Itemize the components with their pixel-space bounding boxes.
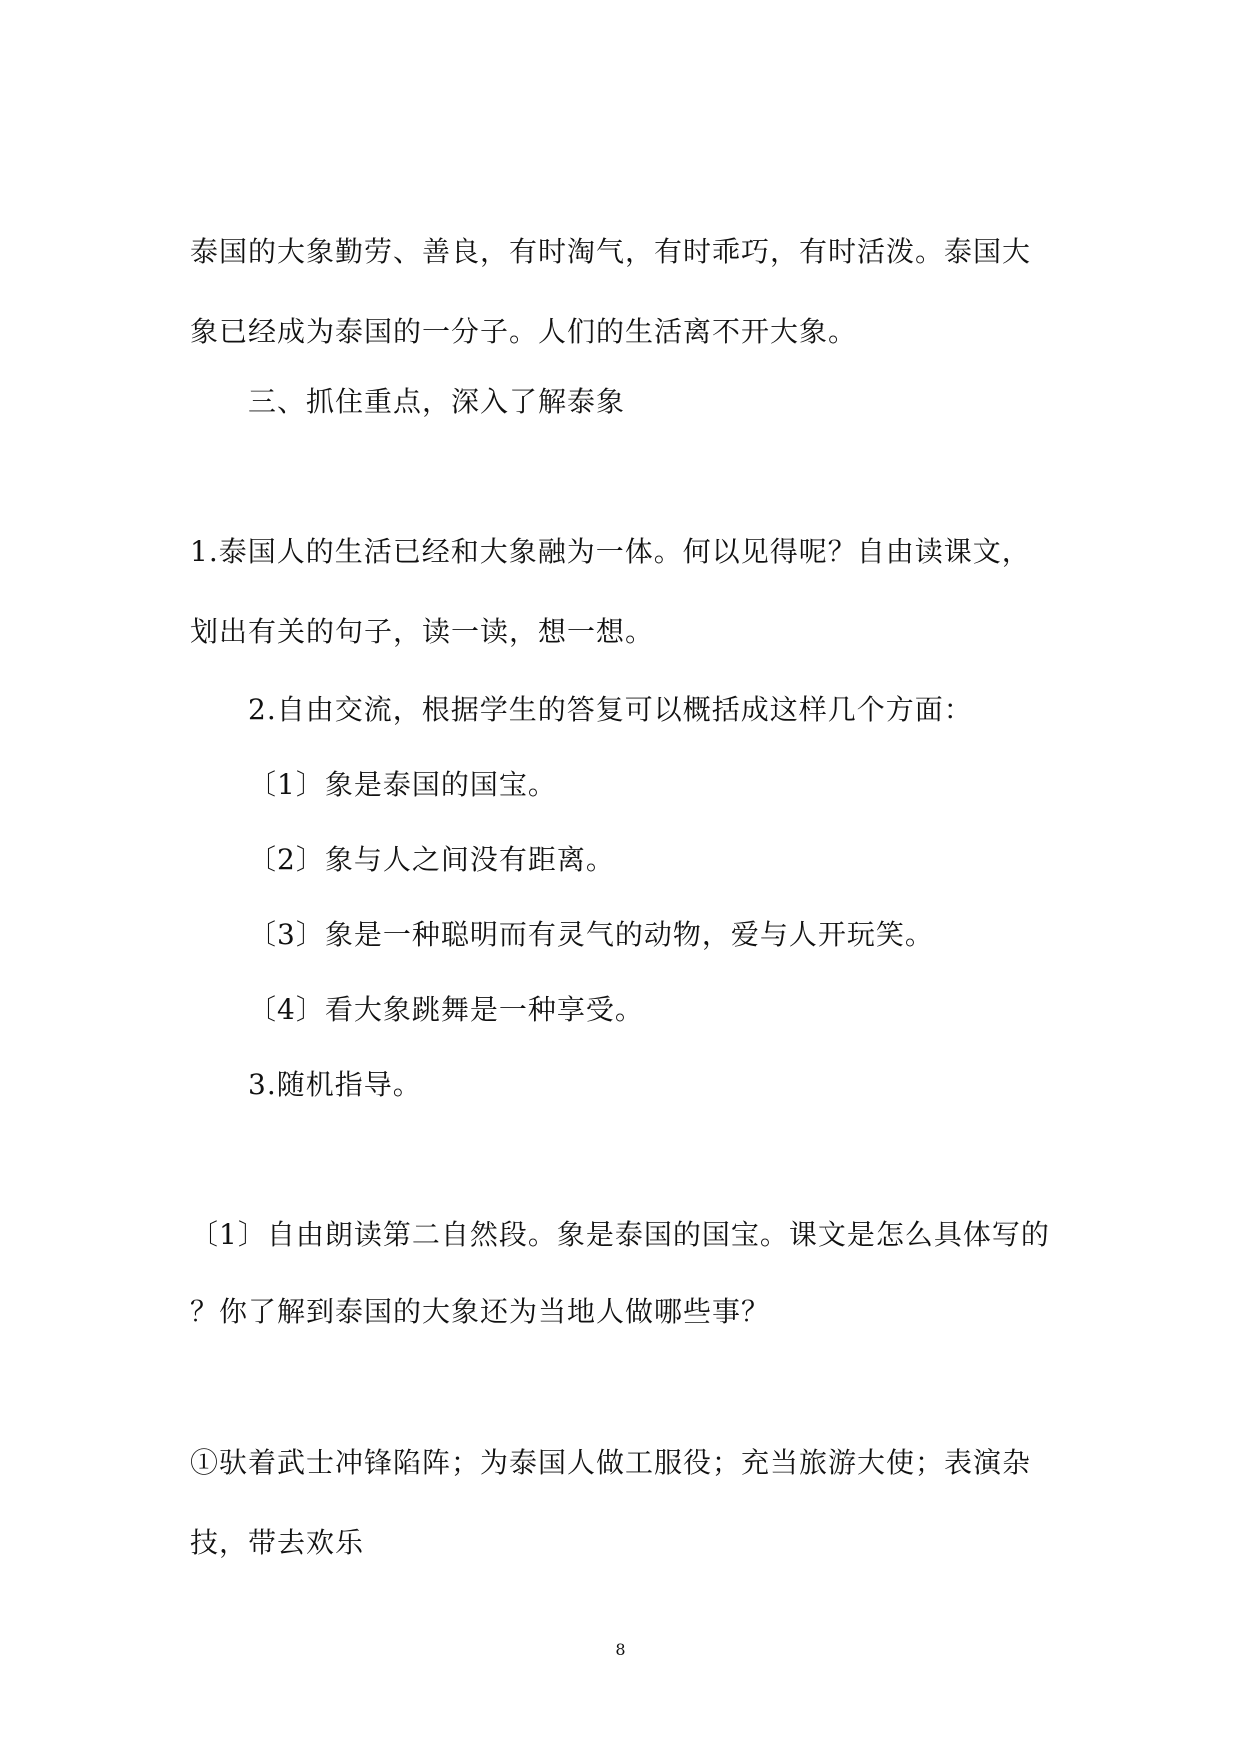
reading-task-line-1: 〔1〕自由朗读第二自然段。象是泰国的国宝。课文是怎么具体写的 xyxy=(190,1218,1050,1251)
paragraph-line-1: 泰国的大象勤劳、善良，有时淘气，有时乖巧，有时活泼。泰国大 xyxy=(190,235,1032,268)
list-item-4: 〔4〕看大象跳舞是一种享受。 xyxy=(248,993,644,1026)
list-item-2: 〔2〕象与人之间没有距离。 xyxy=(248,843,615,876)
reading-task-line-2: ？你了解到泰国的大象还为当地人做哪些事？ xyxy=(190,1295,771,1328)
question-1-line-1: 1.泰国人的生活已经和大象融为一体。何以见得呢？自由读课文， xyxy=(190,535,1031,568)
question-1-line-2: 划出有关的句子，读一读，想一想。 xyxy=(190,615,655,648)
page-number: 8 xyxy=(615,1640,626,1659)
list-item-1: 〔1〕象是泰国的国宝。 xyxy=(248,768,557,801)
exchange-instruction: 2.自由交流，根据学生的答复可以概括成这样几个方面： xyxy=(248,693,973,726)
answer-line-1: ①驮着武士冲锋陷阵；为泰国人做工服役；充当旅游大使；表演杂 xyxy=(190,1446,1032,1479)
paragraph-line-2: 象已经成为泰国的一分子。人们的生活离不开大象。 xyxy=(190,315,858,348)
section-heading: 三、抓住重点，深入了解泰象 xyxy=(248,385,626,418)
answer-line-2: 技，带去欢乐 xyxy=(190,1526,365,1559)
list-item-3: 〔3〕象是一种聪明而有灵气的动物，爱与人开玩笑。 xyxy=(248,918,934,951)
guidance-heading: 3.随机指导。 xyxy=(248,1068,422,1101)
